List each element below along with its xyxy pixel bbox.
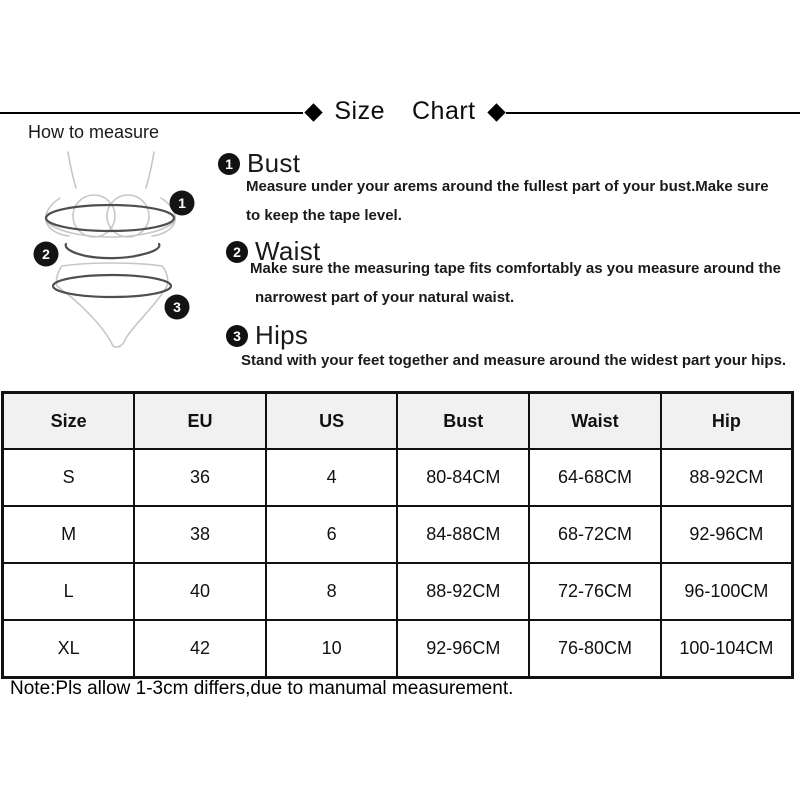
table-row bbox=[3, 563, 793, 620]
cell-l-us: 8 bbox=[266, 563, 398, 620]
size-table bbox=[1, 391, 794, 679]
cell-xl-size: XL bbox=[3, 620, 135, 678]
size-table-header-row bbox=[3, 393, 793, 450]
instruction-title-waist: Waist bbox=[255, 236, 321, 266]
cell-s-bust: 80-84CM bbox=[397, 449, 529, 506]
marker-1-label: 1 bbox=[178, 195, 186, 211]
cell-l-waist: 72-76CM bbox=[529, 563, 661, 620]
hip-tape bbox=[53, 275, 171, 297]
number-badge-3: 3 bbox=[226, 325, 248, 347]
column-header-us: US bbox=[266, 393, 398, 450]
number-badge-1: 1 bbox=[218, 153, 240, 175]
cell-m-hip: 92-96CM bbox=[661, 506, 793, 563]
how-to-measure-heading: How to measure bbox=[28, 122, 160, 142]
cell-s-size: S bbox=[3, 449, 135, 506]
cell-l-eu: 40 bbox=[134, 563, 266, 620]
cell-xl-bust: 92-96CM bbox=[397, 620, 529, 678]
cell-xl-us: 10 bbox=[266, 620, 398, 678]
table-row bbox=[3, 620, 793, 678]
cell-s-us: 4 bbox=[266, 449, 398, 506]
cell-xl-eu: 42 bbox=[134, 620, 266, 678]
cell-l-bust: 88-92CM bbox=[397, 563, 529, 620]
cell-xl-waist: 76-80CM bbox=[529, 620, 661, 678]
measurement-diagram bbox=[30, 150, 200, 365]
column-header-bust: Bust bbox=[397, 393, 529, 450]
cell-m-waist: 68-72CM bbox=[529, 506, 661, 563]
column-header-size: Size bbox=[3, 393, 135, 450]
cell-m-us: 6 bbox=[266, 506, 398, 563]
size-table-body bbox=[3, 449, 793, 678]
size-table-head bbox=[3, 393, 793, 450]
table-row bbox=[3, 449, 793, 506]
instruction-text-bust-line2: to keep the tape level. bbox=[246, 207, 402, 224]
measurement-note: Note:Pls allow 1-3cm differs,due to manumal measurement. bbox=[10, 678, 514, 699]
instruction-text-hips-line1: Stand with your feet together and measure around the widest part your hips. bbox=[241, 352, 787, 369]
page-title-word-chart: Chart bbox=[412, 97, 476, 125]
cell-s-eu: 36 bbox=[134, 449, 266, 506]
marker-3-label: 3 bbox=[173, 299, 181, 315]
waist-tape bbox=[66, 244, 160, 258]
column-header-waist: Waist bbox=[529, 393, 661, 450]
number-badge-2: 2 bbox=[226, 241, 248, 263]
instruction-title-hips: Hips bbox=[255, 320, 309, 350]
cell-m-eu: 38 bbox=[134, 506, 266, 563]
instruction-text-waist-line2: narrowest part of your natural waist. bbox=[255, 289, 515, 306]
column-header-eu: EU bbox=[134, 393, 266, 450]
cell-s-hip: 88-92CM bbox=[661, 449, 793, 506]
page-title-word-size: Size bbox=[334, 97, 385, 125]
instruction-text-waist-line1: Make sure the measuring tape fits comfortably as you measure around the bbox=[250, 260, 781, 277]
bra-strap-right bbox=[146, 152, 154, 188]
cell-m-size: M bbox=[3, 506, 135, 563]
cell-l-size: L bbox=[3, 563, 135, 620]
bra-strap-left bbox=[68, 152, 76, 188]
table-row bbox=[3, 506, 793, 563]
instruction-text-bust-line1: Measure under your arems around the fullest part of your bust.Make sure bbox=[246, 178, 769, 195]
instruction-title-bust: Bust bbox=[247, 148, 301, 178]
marker-2-label: 2 bbox=[42, 246, 50, 262]
column-header-hip: Hip bbox=[661, 393, 793, 450]
instruction-text-bust bbox=[246, 172, 769, 230]
instruction-text-waist bbox=[250, 254, 781, 312]
cell-l-hip: 96-100CM bbox=[661, 563, 793, 620]
cell-s-waist: 64-68CM bbox=[529, 449, 661, 506]
bra-wing-left bbox=[46, 198, 69, 236]
cell-m-bust: 84-88CM bbox=[397, 506, 529, 563]
instruction-text-hips bbox=[241, 346, 786, 375]
title-divider-line-right bbox=[506, 112, 800, 114]
measuring-tapes bbox=[46, 205, 174, 297]
cell-xl-hip: 100-104CM bbox=[661, 620, 793, 678]
